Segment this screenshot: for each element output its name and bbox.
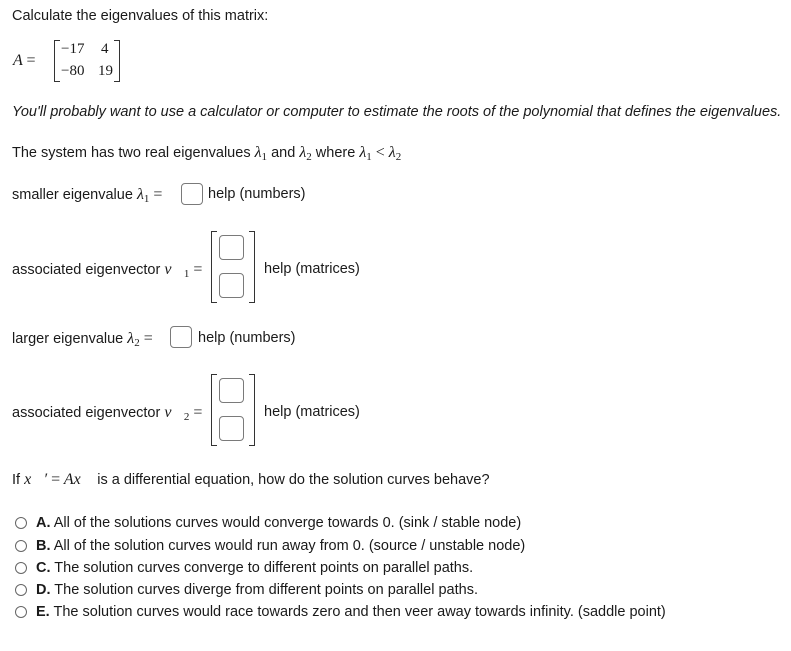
question-intro: Calculate the eigenvalues of this matrix:	[12, 8, 269, 24]
matrix-left-bracket	[54, 40, 60, 82]
option-label[interactable]: E. The solution curves would race towards zero and then veer away towards infinity. (saddle point)	[36, 604, 666, 620]
eigenvector1-label: associated eigenvector $v⃗_1$ =	[12, 261, 203, 280]
radio-button[interactable]	[15, 562, 27, 574]
radio-button[interactable]	[15, 584, 27, 596]
help-matrices-link[interactable]: help (matrices)	[264, 261, 360, 277]
hint-text: You'll probably want to use a calculator or computer to estimate the roots of the polynomial that defines the eigenvalues.	[12, 104, 782, 120]
eigenvector2-label: associated eigenvector $v⃗_2$ =	[12, 404, 203, 423]
option-label[interactable]: D. The solution curves diverge from different points on parallel paths.	[36, 582, 478, 598]
smaller-eigenvalue-label: smaller eigenvalue $\lambda_1$ =	[12, 186, 163, 205]
help-numbers-link[interactable]: help (numbers)	[198, 330, 296, 346]
eigenvector1-entry2-input[interactable]	[219, 273, 244, 298]
system-description: The system has two real eigenvalues $\lambda_1$ and $\lambda_2$ where $\lambda_1 < \lambda_2$	[12, 144, 402, 163]
larger-eigenvalue-label: larger eigenvalue $\lambda_2$ =	[12, 330, 153, 349]
vector2-left-bracket	[211, 374, 217, 446]
option-label[interactable]: C. The solution curves converge to different points on parallel paths.	[36, 560, 474, 576]
matrix-label: A =	[13, 52, 36, 69]
eigenvector1-entry1-input[interactable]	[219, 235, 244, 260]
help-matrices-link[interactable]: help (matrices)	[264, 404, 360, 420]
option-label[interactable]: B. All of the solution curves would run away from 0. (source / unstable node)	[36, 538, 526, 554]
de-question: If x⃗′ = Ax⃗ is a differential equation, how do the solution curves behave?	[12, 471, 490, 488]
matrix-cell: −80	[61, 63, 85, 79]
radio-button[interactable]	[15, 606, 27, 618]
radio-button[interactable]	[15, 517, 27, 529]
matrix-right-bracket	[114, 40, 120, 82]
help-numbers-link[interactable]: help (numbers)	[208, 186, 306, 202]
smaller-eigenvalue-input[interactable]	[181, 183, 203, 205]
option-label[interactable]: A. All of the solutions curves would converge towards 0. (sink / stable node)	[36, 515, 522, 531]
matrix-cell: 19	[98, 63, 113, 79]
eigenvector2-entry1-input[interactable]	[219, 378, 244, 403]
vector1-left-bracket	[211, 231, 217, 303]
matrix-cell: −17	[61, 41, 85, 57]
matrix-cell: 4	[101, 41, 109, 57]
radio-button[interactable]	[15, 540, 27, 552]
vector1-right-bracket	[249, 231, 255, 303]
vector2-right-bracket	[249, 374, 255, 446]
larger-eigenvalue-input[interactable]	[170, 326, 192, 348]
eigenvector2-entry2-input[interactable]	[219, 416, 244, 441]
